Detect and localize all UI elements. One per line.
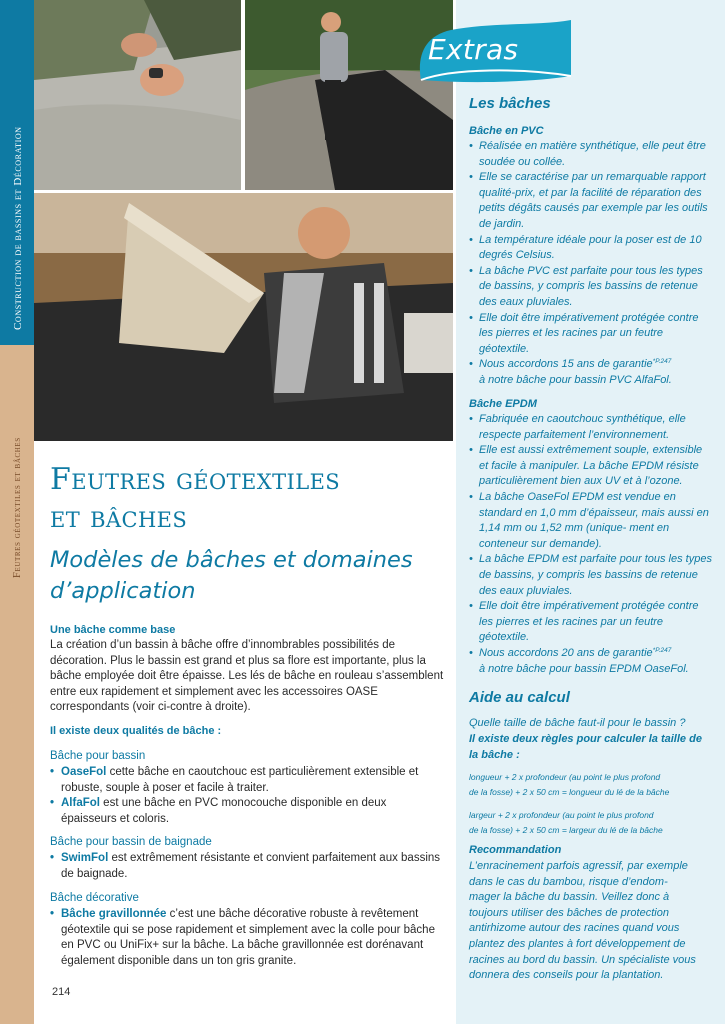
photo-hands-cutting-liner xyxy=(34,0,241,190)
section-title-decorative: Bâche décorative xyxy=(50,892,139,904)
product-name: Bâche gravillonnée xyxy=(61,908,167,920)
product-name: AlfaFol xyxy=(61,797,100,809)
list-item xyxy=(50,765,445,796)
guarantee-text: Nous accordons 20 ans de garantie xyxy=(479,646,653,659)
formula-line: de la fosse) + 2 x 50 cm = largeur du lé de la bâche xyxy=(469,825,663,835)
list-bassin xyxy=(50,765,445,827)
list-item: • La température idéale pour la poser est de 10 degrés Celsius. xyxy=(469,233,714,264)
formula-line: de la fosse) + 2 x 50 cm = longueur du lé de la bâche xyxy=(469,787,670,797)
base-text: La création d’un bassin à bâche offre d’innombrables possibilités de décoration. Plus le bassin est grand et plus sa flore est importante, plus la bâche employée doit être épaisse. Les lés de bâche en rouleau s’assemblent entre eux rapidement et simplement avec les accessoires OASE correspondants (voir ci-contre à droite). xyxy=(50,639,444,713)
list-item: • Elle doit être impérativement protégée contre les pierres et les racines par un feutre géotextile. xyxy=(469,311,714,358)
epdm-title: Bâche EPDM xyxy=(469,398,537,410)
rail-chapter-label: Construction de bassins et Décoration xyxy=(12,126,24,330)
calc-question: Quelle taille de bâche faut-il pour le bassin ? xyxy=(469,717,686,729)
formula-line: longueur + 2 x profondeur (au point le plus profond xyxy=(469,772,661,782)
pvc-list xyxy=(469,139,714,389)
section-title-baignade: Bâche pour bassin de baignade xyxy=(50,836,212,848)
list-item xyxy=(50,796,445,827)
guarantee-text: Nous accordons 15 ans de garantie xyxy=(479,358,653,371)
pvc-title: Bâche en PVC xyxy=(469,125,544,137)
list-item-guarantee xyxy=(469,357,714,388)
guarantee-product: à notre bâche pour bassin PVC AlfaFol. xyxy=(479,373,672,386)
base-heading: Une bâche comme base xyxy=(50,624,176,636)
product-desc: c’est une bâche décorative robuste à revêtement géotextile qui se pose rapidement et simplement avec la colle pour bâche en PVC ou UniFix+ sur la bâche. La bâche gravillonnée est dorénavant également disponible dans un ton gris granite. xyxy=(61,908,435,967)
guarantee-ref: *P.247 xyxy=(652,358,672,366)
list-item-guarantee xyxy=(469,646,714,677)
product-name: OaseFol xyxy=(61,766,107,778)
list-item xyxy=(50,907,445,969)
page-number: 214 xyxy=(52,986,71,998)
guarantee-ref: *P.247 xyxy=(652,646,672,654)
left-rail xyxy=(0,0,34,1024)
photo-man-unrolling-geotextile xyxy=(34,193,453,441)
list-item: • La bâche OaseFol EPDM est vendue en standard en 1,0 mm d’épaisseur, mais aussi en 1,14 mm ou 1,52 mm (unique- ment en conteneur sur demande). xyxy=(469,490,714,552)
formula-width xyxy=(469,808,714,838)
reco-title: Recommandation xyxy=(469,844,562,856)
reco-text: L’enracinement parfois agressif, par exemple dans le cas du bambou, risque d’endom- mager la bâche du bassin. Veillez donc à toujours utiliser des bâches de protection antirhizome autour des racines quand vous plantez des plantes à fort développement de racines au bord du bassin. Un spécialiste vous donnera des conseils pour la plantation. xyxy=(469,860,696,982)
list-decorative xyxy=(50,907,445,969)
list-item: • Fabriquée en caoutchouc synthétique, elle respecte parfaitement l’environnement. xyxy=(469,412,714,443)
rail-topic-label: Feutres géotextiles et bâches xyxy=(12,437,23,578)
heading-aide-calcul: Aide au calcul xyxy=(469,689,570,706)
product-desc: est une bâche en PVC monocouche disponible en deux épaisseurs et coloris. xyxy=(61,797,387,825)
heading-baches: Les bâches xyxy=(469,95,551,112)
list-item: • Elle est aussi extrêmement souple, extensible et facile à manipuler. La bâche EPDM résiste particulièrement bien aux UV et à l’ozone. xyxy=(469,443,714,490)
list-item: • Réalisée en matière synthétique, elle peut être soudée ou collée. xyxy=(469,139,714,170)
page-title-line: Feutres géotextiles xyxy=(50,462,341,497)
formula-line: largeur + 2 x profondeur (au point le plus profond xyxy=(469,810,654,820)
list-baignade xyxy=(50,851,445,882)
list-item xyxy=(50,851,445,882)
guarantee-product: à notre bâche pour bassin EPDM OaseFol. xyxy=(479,662,689,675)
list-item: • La bâche EPDM est parfaite pour tous les types de bassins, y compris les bassins de retenue des eaux pluviales. xyxy=(469,552,714,599)
list-item: • La bâche PVC est parfaite pour tous les types de bassins, y compris les bassins de retenue des eaux pluviales. xyxy=(469,264,714,311)
epdm-list xyxy=(469,412,714,677)
page-title-line: et bâches xyxy=(50,500,188,535)
extras-tab-label: Extras xyxy=(428,33,519,66)
list-item: • Elle se caractérise par un remarquable rapport qualité-prix, et par la facilité de réparation des petits dégâts causés par exemple par les outils de jardin. xyxy=(469,170,714,232)
product-name: SwimFol xyxy=(61,852,109,864)
section-title-bassin: Bâche pour bassin xyxy=(50,750,146,762)
product-desc: est extrêmement résistante et convient parfaitement aux bassins de baignade. xyxy=(61,852,441,880)
calc-rules-intro: Il existe deux règles pour calculer la taille de la bâche : xyxy=(469,733,702,761)
formula-length xyxy=(469,770,714,800)
list-item: • Elle doit être impérativement protégée contre les pierres et les racines par un feutre géotextile. xyxy=(469,599,714,646)
page-subtitle: Modèles de bâches et domaines d’application xyxy=(50,547,413,604)
page-title xyxy=(50,461,340,537)
product-desc: cette bâche en caoutchouc est particulièrement extensible et robuste, souple à poser et facile à traiter. xyxy=(61,766,419,794)
qualities-heading: Il existe deux qualités de bâche : xyxy=(50,725,222,737)
